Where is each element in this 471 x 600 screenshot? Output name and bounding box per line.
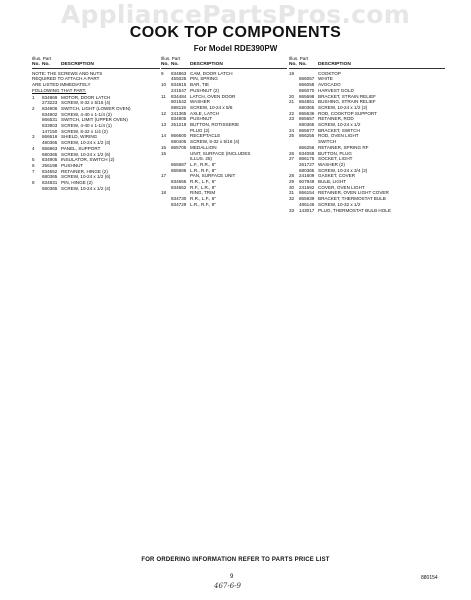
- part-number: 866058: [299, 82, 315, 88]
- parts-list: [32, 95, 160, 192]
- part-number: 801542: [171, 99, 187, 105]
- part-number: 834815: [171, 82, 187, 88]
- part-description: BAR, TIE: [190, 82, 210, 88]
- parts-column-1: [32, 56, 160, 191]
- part-number: 866154: [299, 190, 315, 196]
- part-number: 680365: [42, 151, 58, 157]
- part-description: RECEPTACLE: [190, 133, 221, 139]
- part-description: MEDALLION: [190, 144, 217, 150]
- part-number: 698119: [171, 104, 186, 110]
- header-part-no: No.: [42, 61, 50, 67]
- part-description: COVER, OVEN LIGHT: [318, 184, 365, 190]
- part-number: 834906: [42, 105, 58, 111]
- part-description: R.R., L.F., 6": [190, 179, 216, 185]
- part-number: 486146: [299, 201, 315, 207]
- illus-number: 11: [161, 93, 166, 99]
- part-number: 680405: [171, 139, 187, 145]
- handwritten-note: 467-6-9: [214, 582, 241, 590]
- header-illus: Illus. Part: [289, 56, 309, 61]
- part-number: 143017: [299, 207, 315, 213]
- part-number: 607949: [299, 179, 315, 185]
- illus-number: 12: [161, 110, 167, 116]
- part-description: R.F., L.R., 8": [190, 184, 216, 190]
- header-part-no: No.: [299, 61, 307, 67]
- part-number: 680365: [42, 174, 58, 180]
- header-illus: Illus. Part: [161, 56, 181, 61]
- part-description: PANEL, SUPPORT: [61, 145, 101, 151]
- part-number: 866616: [42, 134, 58, 140]
- part-description: INSULATOR, SWITCH (2): [61, 157, 115, 163]
- part-description: L.R., R.F., 8": [190, 201, 216, 207]
- part-description: COOKTOP: [318, 70, 341, 76]
- part-description: SCREW, 10-24 x 5/8: [190, 104, 233, 110]
- part-description: RETAINER, SPRING RF: [318, 144, 369, 150]
- parts-column-2: [161, 56, 287, 208]
- header-part-no: No.: [171, 61, 179, 67]
- part-description: L.R., R.F., 8": [190, 167, 216, 173]
- part-description: BUTTON, PLUG: [318, 150, 352, 156]
- part-description: SCREW, 10-24 x 1/2: [318, 122, 361, 128]
- illus-number: 31: [289, 190, 295, 196]
- part-description: SCREW, 4-40 x 1-1/4 (2): [61, 111, 112, 117]
- part-number: 864851: [299, 99, 315, 105]
- part-number: 865657: [299, 116, 315, 122]
- part-description: UNIT, SURFACE (INCLUDES: [190, 150, 251, 156]
- part-number: 680365: [299, 122, 315, 128]
- part-description: MOTOR, DOOR LATCH: [61, 94, 111, 100]
- illus-number: 17: [161, 173, 167, 179]
- part-number: 866600: [171, 133, 187, 139]
- part-description: SCREW, 10-24 x 1/2 (3): [61, 140, 111, 146]
- part-row: [161, 202, 287, 208]
- part-number: 866256: [299, 144, 315, 150]
- model-subtitle: For Model RDE390PW: [193, 44, 278, 53]
- illus-number: 6: [32, 162, 35, 168]
- illus-number: 1: [32, 94, 35, 100]
- parts-list: [161, 71, 287, 208]
- part-description: SWITCH: [318, 139, 337, 145]
- part-number: 866057: [299, 76, 315, 82]
- part-number: 866175: [299, 156, 315, 162]
- header-row: [32, 62, 160, 70]
- illus-number: 14: [161, 133, 167, 139]
- document-code: 880154: [421, 575, 438, 581]
- part-number: 865705: [171, 144, 187, 150]
- part-row: [32, 186, 160, 192]
- column-header: [289, 56, 445, 69]
- part-description: SOCKET, LIGHT: [318, 156, 353, 162]
- part-description: BRACKET, STRAIN RELIEF: [318, 93, 376, 99]
- part-description: PAN, SURFACE UNIT: [190, 173, 236, 179]
- part-number: 866863: [42, 145, 58, 151]
- part-number: 834655: [171, 179, 187, 185]
- part-description: BRACKET, SWITCH: [318, 127, 360, 133]
- column-header: [32, 56, 160, 69]
- header-no: No.: [289, 61, 297, 67]
- part-number: 833903: [42, 123, 58, 129]
- illus-number: 15: [161, 144, 167, 150]
- parts-column-3: [289, 56, 445, 213]
- part-description: HARVEST GOLD: [318, 87, 354, 93]
- part-number: 680365: [299, 104, 315, 110]
- header-row: [289, 62, 445, 70]
- part-description: SHIELD, WIRING: [61, 134, 98, 140]
- illus-number: 13: [161, 122, 167, 128]
- illus-number: 4: [32, 145, 35, 151]
- illus-number: 20: [289, 93, 295, 99]
- part-description: WASHER: [190, 99, 210, 105]
- part-description: RING, TRIM: [190, 190, 216, 196]
- illus-number: 8: [32, 180, 35, 186]
- part-description: WASHER (2): [318, 161, 345, 167]
- part-number: 834484: [171, 93, 187, 99]
- header-description: DESCRIPTION: [318, 61, 351, 67]
- part-description: SCREW, 4-40 x 1-1/4 (1): [61, 123, 112, 129]
- part-description: ROD, OVEN LIGHT: [318, 133, 359, 139]
- part-number: 865939: [299, 196, 315, 202]
- illus-number: 26: [289, 150, 295, 156]
- illus-number: 9: [161, 70, 164, 76]
- part-number: 866255: [299, 133, 315, 139]
- part-number: 241365: [171, 110, 187, 116]
- part-description: SCREW, 10-32 x 1/2: [318, 201, 361, 207]
- illus-number: 28: [289, 173, 295, 179]
- illus-number: 16: [161, 150, 167, 156]
- part-number: 480365: [42, 140, 58, 146]
- part-number: 241592: [299, 184, 315, 190]
- illus-number: 32: [289, 196, 295, 202]
- part-number: 834652: [42, 168, 58, 174]
- part-number: 865698: [299, 93, 315, 99]
- part-description: SCREW, 10-24 x 1/2 (6): [61, 151, 111, 157]
- note-line: NOTE: THE SCREWS AND NUTS: [32, 70, 103, 76]
- part-description: AVOCADO: [318, 82, 341, 88]
- part-description: PUSHNUT: [190, 116, 213, 122]
- part-description: AXLE, LATCH: [190, 110, 220, 116]
- illus-number: 25: [289, 133, 295, 139]
- part-number: 241609: [299, 173, 315, 179]
- part-number: 834869: [42, 94, 58, 100]
- part-number: 834905: [171, 116, 187, 122]
- illus-number: [32, 186, 42, 192]
- illus-number: 5: [32, 157, 35, 163]
- part-description: PLUG, THERMOSTAT BULB HOLE: [318, 207, 391, 213]
- page-number: 9: [230, 574, 234, 580]
- part-number: 866070: [299, 87, 315, 93]
- part-description: BULB, LIGHT: [318, 179, 347, 185]
- illus-number: 21: [289, 99, 295, 105]
- illus-number: 23: [289, 116, 295, 122]
- header-no: No.: [32, 61, 40, 67]
- header-row: [161, 62, 287, 70]
- part-description: BUSHING, STRAIN RELIEF: [318, 99, 376, 105]
- part-description: SWITCH, LIMIT (UPPER OVEN): [61, 117, 128, 123]
- ordering-footer: FOR ORDERING INFORMATION REFER TO PARTS PRICE LIST: [141, 557, 330, 563]
- part-description: SCREW, 10-24 x 3/4 (2): [318, 167, 368, 173]
- part-number: 834863: [171, 70, 187, 76]
- illus-number: 29: [289, 179, 295, 185]
- part-number: 865687: [171, 161, 187, 167]
- part-description: SCREW, 8-32 x 5/16 (4): [61, 100, 111, 106]
- part-number: 834902: [42, 111, 58, 117]
- part-description: LATCH, OVEN DOOR: [190, 93, 236, 99]
- illus-number: 30: [289, 184, 295, 190]
- part-description: SCREW, 10-24 x 1/2 (4): [61, 185, 111, 191]
- part-description: RETAINER, OVEN LIGHT COVER: [318, 190, 389, 196]
- note: [32, 71, 160, 94]
- part-description: SWITCH, LIGHT (LOWER OVEN): [61, 105, 131, 111]
- illus-number: 33: [289, 207, 295, 213]
- part-description: PUSHNUT (2): [190, 87, 220, 93]
- parts-list: [289, 71, 445, 214]
- part-description: PLUG (2): [190, 127, 210, 133]
- part-number: 834831: [42, 180, 58, 186]
- header-illus: Illus. Part: [32, 56, 52, 61]
- part-number: 834652: [171, 184, 187, 190]
- illus-number: [161, 202, 171, 208]
- illus-number: 22: [289, 110, 295, 116]
- part-number: 834730: [171, 196, 187, 202]
- header-description: DESCRIPTION: [61, 61, 94, 67]
- part-number: 866531: [42, 117, 58, 123]
- header-description: DESCRIPTION: [190, 61, 223, 67]
- part-description: BUTTON, ROTISSERIE: [190, 122, 240, 128]
- part-description: R.R., L.F., 6": [190, 196, 216, 202]
- part-number: 834729: [171, 201, 187, 207]
- part-number: 147150: [42, 128, 58, 134]
- part-number: 241547: [171, 87, 187, 93]
- part-description: PIN, HINGE (2): [61, 180, 93, 186]
- part-description: WHITE: [318, 76, 333, 82]
- part-description: BRACKET, THERMOSTAT BULB: [318, 196, 386, 202]
- part-description: SCREW, 10-24 x 1/2 (6): [61, 174, 111, 180]
- illus-number: 2: [32, 105, 35, 111]
- part-number: 865686: [171, 167, 187, 173]
- part-description: PUSHNUT: [61, 162, 84, 168]
- part-number: 834905: [42, 157, 58, 163]
- part-number: 680365: [42, 185, 58, 191]
- page-title: COOK TOP COMPONENTS: [129, 24, 342, 41]
- part-number: 273223: [42, 100, 58, 106]
- illus-number: 24: [289, 127, 295, 133]
- note-line: REQUIRED TO ATTACH A PART: [32, 76, 100, 82]
- part-description: PIN, SPRING: [190, 76, 218, 82]
- illus-number: 27: [289, 156, 295, 162]
- note-line: FOLLOWING THAT PART.: [32, 87, 87, 93]
- part-number: 680365: [299, 167, 315, 173]
- note-line: ARE LISTED IMMEDIATELY: [32, 82, 91, 88]
- part-description: RETAINER, ROD: [318, 116, 354, 122]
- part-description: RETAINER, HINGE (2): [61, 168, 108, 174]
- part-number: 865677: [299, 127, 315, 133]
- illus-number: 7: [32, 168, 35, 174]
- part-number: 261727: [299, 161, 315, 167]
- illus-number: 10: [161, 82, 167, 88]
- part-number: 455025: [171, 76, 187, 82]
- part-description: SCREW, 8-32 x 1/4 (2): [61, 128, 108, 134]
- part-number: 251219: [171, 122, 187, 128]
- part-number: 256198: [42, 162, 58, 168]
- illus-number: 19: [289, 70, 295, 76]
- part-description: GASKET, COVER: [318, 173, 356, 179]
- part-description: L.F., R.R., 6": [190, 161, 216, 167]
- part-row: [289, 208, 445, 214]
- part-description: SCREW, 8-32 x 5/16 (4): [190, 139, 240, 145]
- part-description: SCREW, 10-24 x 1/2 (2): [318, 104, 368, 110]
- part-number: 865636: [299, 110, 315, 116]
- illus-number: 3: [32, 134, 35, 140]
- header-no: No.: [161, 61, 169, 67]
- part-number: 834058: [299, 150, 315, 156]
- part-description: CAM, DOOR LATCH: [190, 70, 233, 76]
- watermark: AppliancePartsPros.com: [60, 0, 411, 29]
- part-description: ILLUS. 25): [190, 156, 212, 162]
- column-header: [161, 56, 287, 69]
- illus-number: 18: [161, 190, 167, 196]
- part-description: ROD, COOKTOP SUPPORT: [318, 110, 377, 116]
